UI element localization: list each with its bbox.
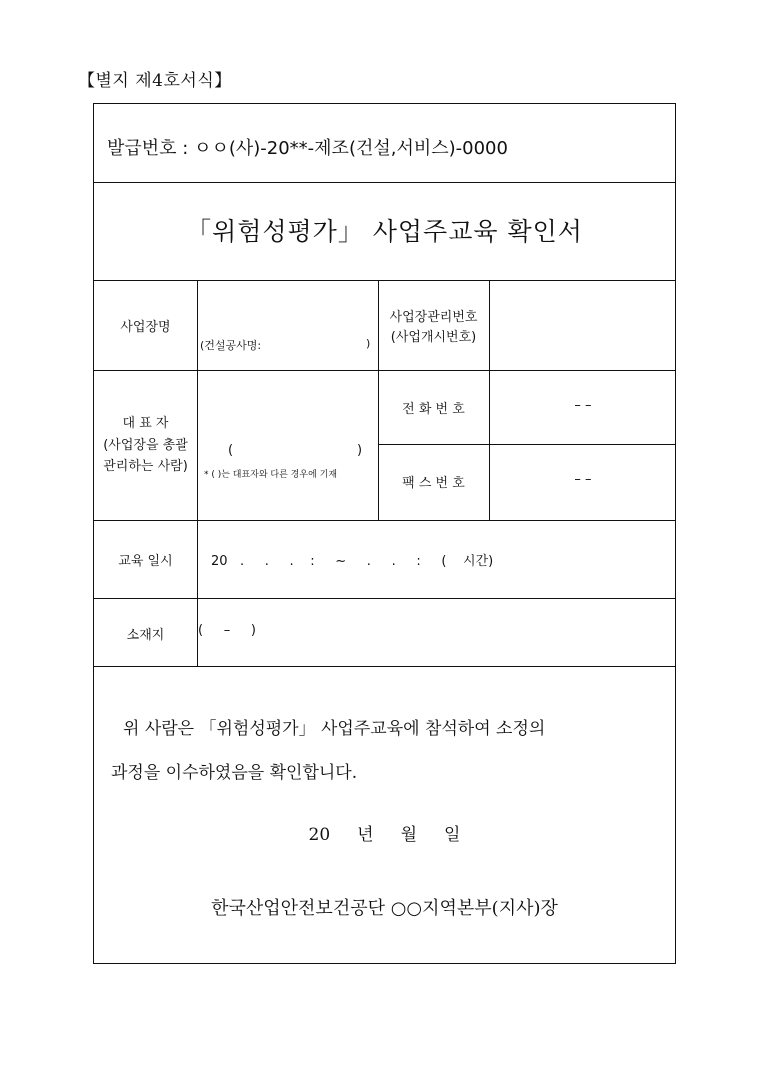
representative-note: * ( )는 대표자와 다른 경우에 기재 bbox=[204, 470, 338, 480]
divider bbox=[94, 370, 675, 371]
table-divider bbox=[197, 280, 198, 666]
statement-date: 20 년 월 일 bbox=[308, 825, 461, 845]
divider bbox=[94, 598, 675, 599]
divider bbox=[378, 444, 675, 445]
phone-value: – – bbox=[574, 398, 592, 413]
construction-name-close: ) bbox=[366, 337, 371, 350]
statement-line-1: 위 사람은 「위험성평가」 사업주교육에 참석하여 소정의 bbox=[123, 719, 546, 739]
certificate-frame bbox=[93, 103, 676, 964]
divider bbox=[94, 280, 675, 281]
phone-label: 전 화 번 호 bbox=[402, 402, 465, 417]
construction-name-note: (건설공사명: bbox=[200, 339, 262, 352]
mgmt-number-label: 사업장관리번호 bbox=[389, 310, 478, 325]
representative-label: 대 표 자 bbox=[122, 416, 169, 431]
document-title: 「위험성평가」 사업주교육 확인서 bbox=[186, 217, 583, 246]
statement-line-2: 과정을 이수하였음을 확인합니다. bbox=[111, 763, 358, 783]
training-date-label: 교육 일시 bbox=[118, 554, 173, 569]
training-date-value: 20 . . . : ~ . . : ( 시간) bbox=[211, 554, 494, 569]
location-value: ( – ) bbox=[198, 623, 256, 638]
fax-label: 팩 스 번 호 bbox=[402, 476, 465, 491]
issuer-signature: 한국산업안전보건공단 ○○지역본부(지사)장 bbox=[211, 898, 558, 919]
workplace-label: 사업장명 bbox=[120, 320, 171, 335]
form-label: 【별지 제4호서식】 bbox=[78, 71, 232, 91]
fax-value: – – bbox=[574, 472, 592, 487]
divider bbox=[94, 182, 675, 183]
issue-number: 발급번호 : ㅇㅇ(사)-20**-제조(건설,서비스)-0000 bbox=[107, 138, 508, 159]
divider bbox=[94, 520, 675, 521]
representative-label-sub2: 관리하는 사람) bbox=[103, 459, 188, 474]
representative-paren-close: ) bbox=[357, 443, 363, 458]
representative-paren-open: ( bbox=[228, 443, 234, 458]
business-start-number-label: (사업개시번호) bbox=[390, 330, 477, 345]
divider bbox=[94, 666, 675, 667]
location-label: 소재지 bbox=[126, 628, 165, 643]
representative-label-sub1: (사업장을 총괄 bbox=[103, 438, 188, 453]
